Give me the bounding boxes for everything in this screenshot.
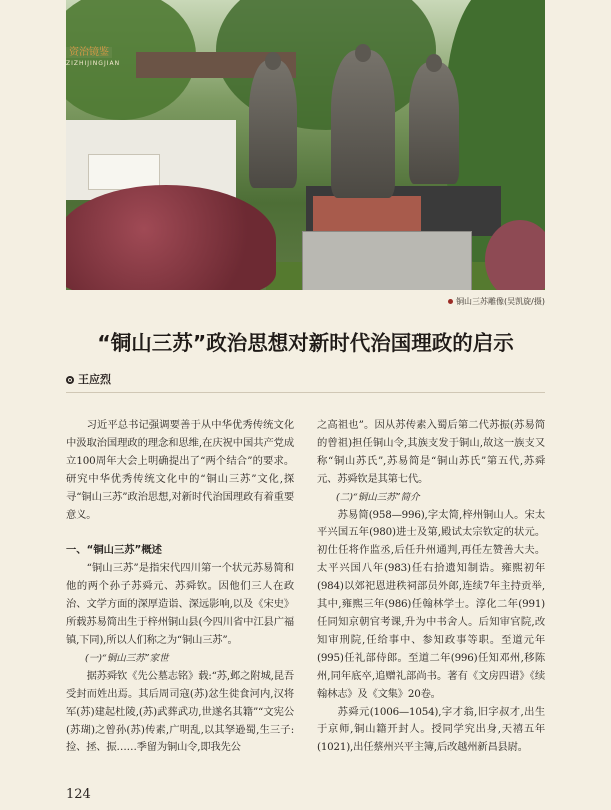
author-bullet-icon: [66, 376, 74, 384]
stone-stele: [302, 231, 472, 290]
article-title: “铜山三苏”政治思想对新时代治国理政的启示: [97, 331, 514, 355]
statue-figure: [249, 60, 297, 188]
section-paragraph: “铜山三苏”是指宋代四川第一个状元苏易简和他的两个孙子苏舜元、苏舜钦。因他们三人在政治、文学方面的深厚造诣、深远影响,以及《宋史》所载苏易简出生于梓州铜山县(今四川省中江县广福镇,下同),所以人们称之为“铜山三苏”。: [66, 562, 294, 646]
section-paragraph-cont: 之高祖也”。因从苏传素入蜀后第二代苏振(苏易简的曾祖)担任铜山令,其族支发于铜山,故这一族支又称“铜山苏氏”,苏易简是“铜山苏氏”第五代,苏舜元、苏舜钦是其第七代。: [317, 419, 545, 485]
subsection-heading: (二)“铜山三苏”简介: [336, 491, 420, 503]
page-number: 124: [66, 787, 91, 802]
section-paragraph: 苏易简(958—996),字太简,梓州铜山人。宋太平兴国五年(980)进士及第,殿试太宗钦定的状元。初仕任将作监丞,后任升州通判,再任左赞善大夫。太平兴国八年(983)任右拾遗知制诰。雍熙初年(984)以郊祀恩进秩祠部员外郎,连续7年主持贡举,其中,雍熙三年(986)任翰林学士。淳化二年(991)任同知京朝官考课,升为中书舍人。后知审官院,改知审刑院,任给事中、参知政事等职。至道元年(995)任礼部侍郎。至道二年(996)任知邓州,移陈州,同年底卒,追赠礼部尚书。著有《文房四谱》《续翰林志》及《文集》20卷。: [317, 508, 545, 700]
section-heading: 一、“铜山三苏”概述: [66, 544, 162, 557]
statue-figure: [409, 62, 459, 184]
column-brand: [66, 40, 120, 67]
brand-en: ZIZHIJINGJIAN: [66, 60, 121, 67]
bullet-icon: [448, 299, 453, 304]
author-name: 王应烈: [78, 373, 111, 386]
right-column: [317, 417, 545, 757]
intro-paragraph: 习近平总书记强调要善于从中华优秀传统文化中汲取治国理政的理念和思维,在庆祝中国共产党成立100周年大会上明确提出了“两个结合”的要求。研究中华优秀传统文化中的“铜山三苏”文化,探寻“铜山三苏”政治思想,对新时代治国理政有着重要意义。: [66, 419, 294, 521]
left-column: [66, 417, 294, 757]
section-paragraph: 据苏舜钦《先公墓志铭》载:“苏,邺之附城,昆吾受封而姓出焉。其后周司寇(苏)忿生徙食河内,汉将军(苏)建起杜陵,(苏)武葬武功,世遂名其籍”“文宪公(苏瑚)之曾孙(苏)传素,广明乱,以其孥逊蜀,生三子:捡、拯、振……季留为铜山令,即我先公: [66, 669, 294, 754]
section-paragraph: 苏舜元(1006—1054),字才翁,旧字叔才,出生于京师,铜山籍开封人。授同学究出身,天禧五年(1021),出任蔡州兴平主簿,后改越州新昌县尉。: [317, 705, 545, 754]
statue-photo: [66, 0, 545, 290]
brand-cn: 资治镜鉴: [66, 47, 112, 58]
subsection-heading: (一)“铜山三苏”家世: [85, 652, 169, 664]
statue-figure: [331, 50, 395, 198]
divider: [66, 392, 545, 393]
photo-caption: 铜山三苏雕像(吴凯旋/摄): [448, 296, 545, 307]
author-line: [66, 371, 111, 387]
